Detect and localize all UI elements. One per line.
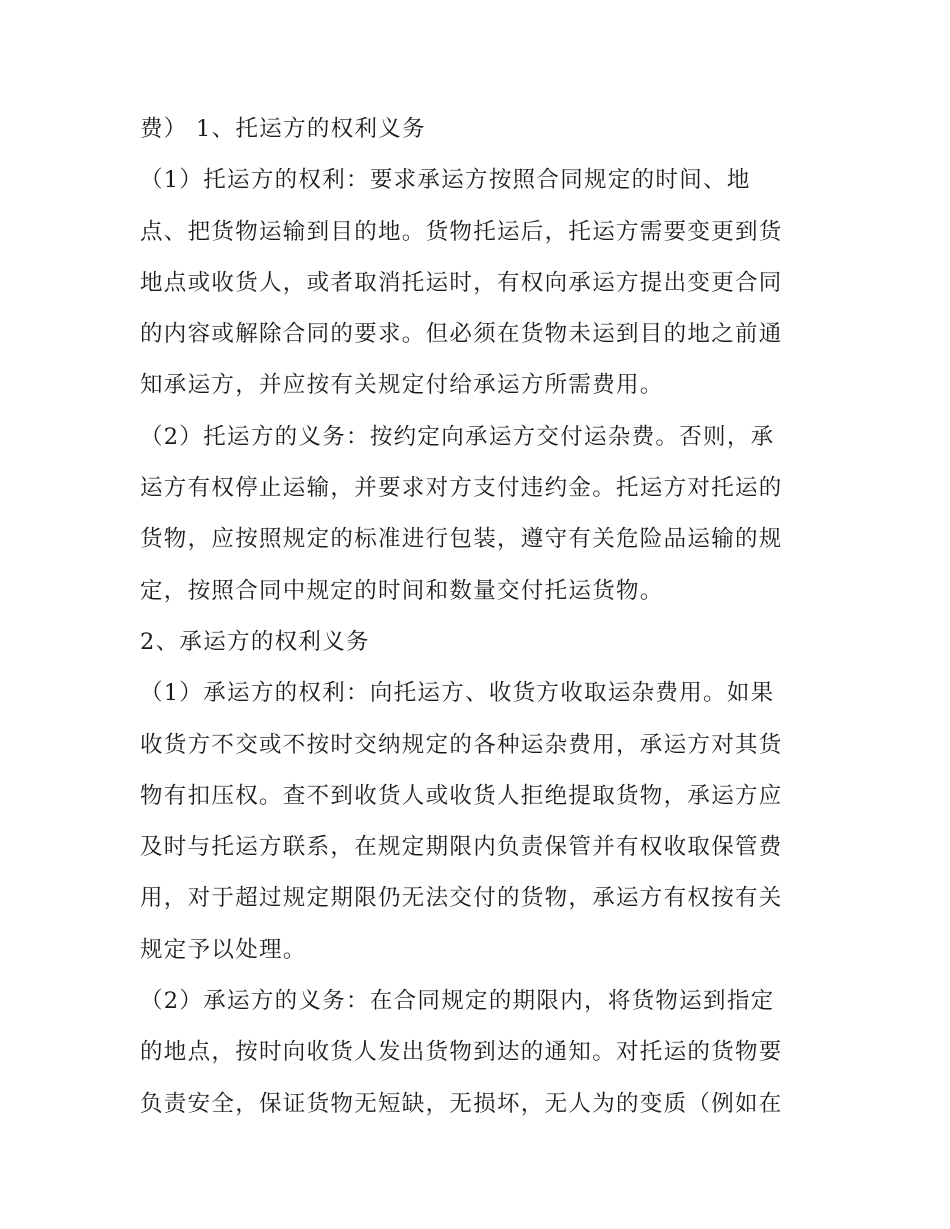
document-body: [140, 104, 830, 1130]
text-line: （2）托运方的义务：按约定向承运方交付运杂费。否则，承: [140, 423, 775, 450]
text-line: 定，按照合同中规定的时间和数量交付托运货物。: [140, 577, 664, 604]
text-line: 地点或收货人，或者取消托运时，有权向承运方提出变更合同: [140, 269, 783, 296]
text-line: 用，对于超过规定期限仍无法交付的货物，承运方有权按有关: [140, 885, 783, 912]
text-line: （1）承运方的权利：向托运方、收货方收取运杂费用。如果: [140, 680, 775, 707]
text-line: （2）承运方的义务：在合同规定的期限内，将货物运到指定: [140, 988, 775, 1015]
text-line: 货物，应按照规定的标准进行包装，遵守有关危险品运输的规: [140, 526, 783, 553]
text-line: 及时与托运方联系，在规定期限内负责保管并有权收取保管费: [140, 834, 783, 861]
text-line: 收货方不交或不按时交纳规定的各种运杂费用，承运方对其货: [140, 731, 783, 758]
text-line: 负责安全，保证货物无短缺，无损坏，无人为的变质（例如在: [140, 1090, 783, 1117]
text-line: （1）托运方的权利：要求承运方按照合同规定的时间、地: [140, 167, 751, 194]
text-line: 物有扣压权。查不到收货人或收货人拒绝提取货物，承运方应: [140, 782, 783, 809]
text-line: 运方有权停止运输，并要求对方支付违约金。托运方对托运的: [140, 475, 783, 502]
text-line: 点、把货物运输到目的地。货物托运后，托运方需要变更到货: [140, 218, 783, 245]
text-line: 2、承运方的权利义务: [140, 628, 370, 655]
text-line: 的地点，按时向收货人发出货物到达的通知。对托运的货物要: [140, 1039, 783, 1066]
text-line: 规定予以处理。: [140, 936, 307, 963]
text-line: 的内容或解除合同的要求。但必须在货物未运到目的地之前通: [140, 321, 783, 348]
text-line: 知承运方，并应按有关规定付给承运方所需费用。: [140, 372, 664, 399]
text-line: 费） 1、托运方的权利义务: [140, 116, 426, 142]
